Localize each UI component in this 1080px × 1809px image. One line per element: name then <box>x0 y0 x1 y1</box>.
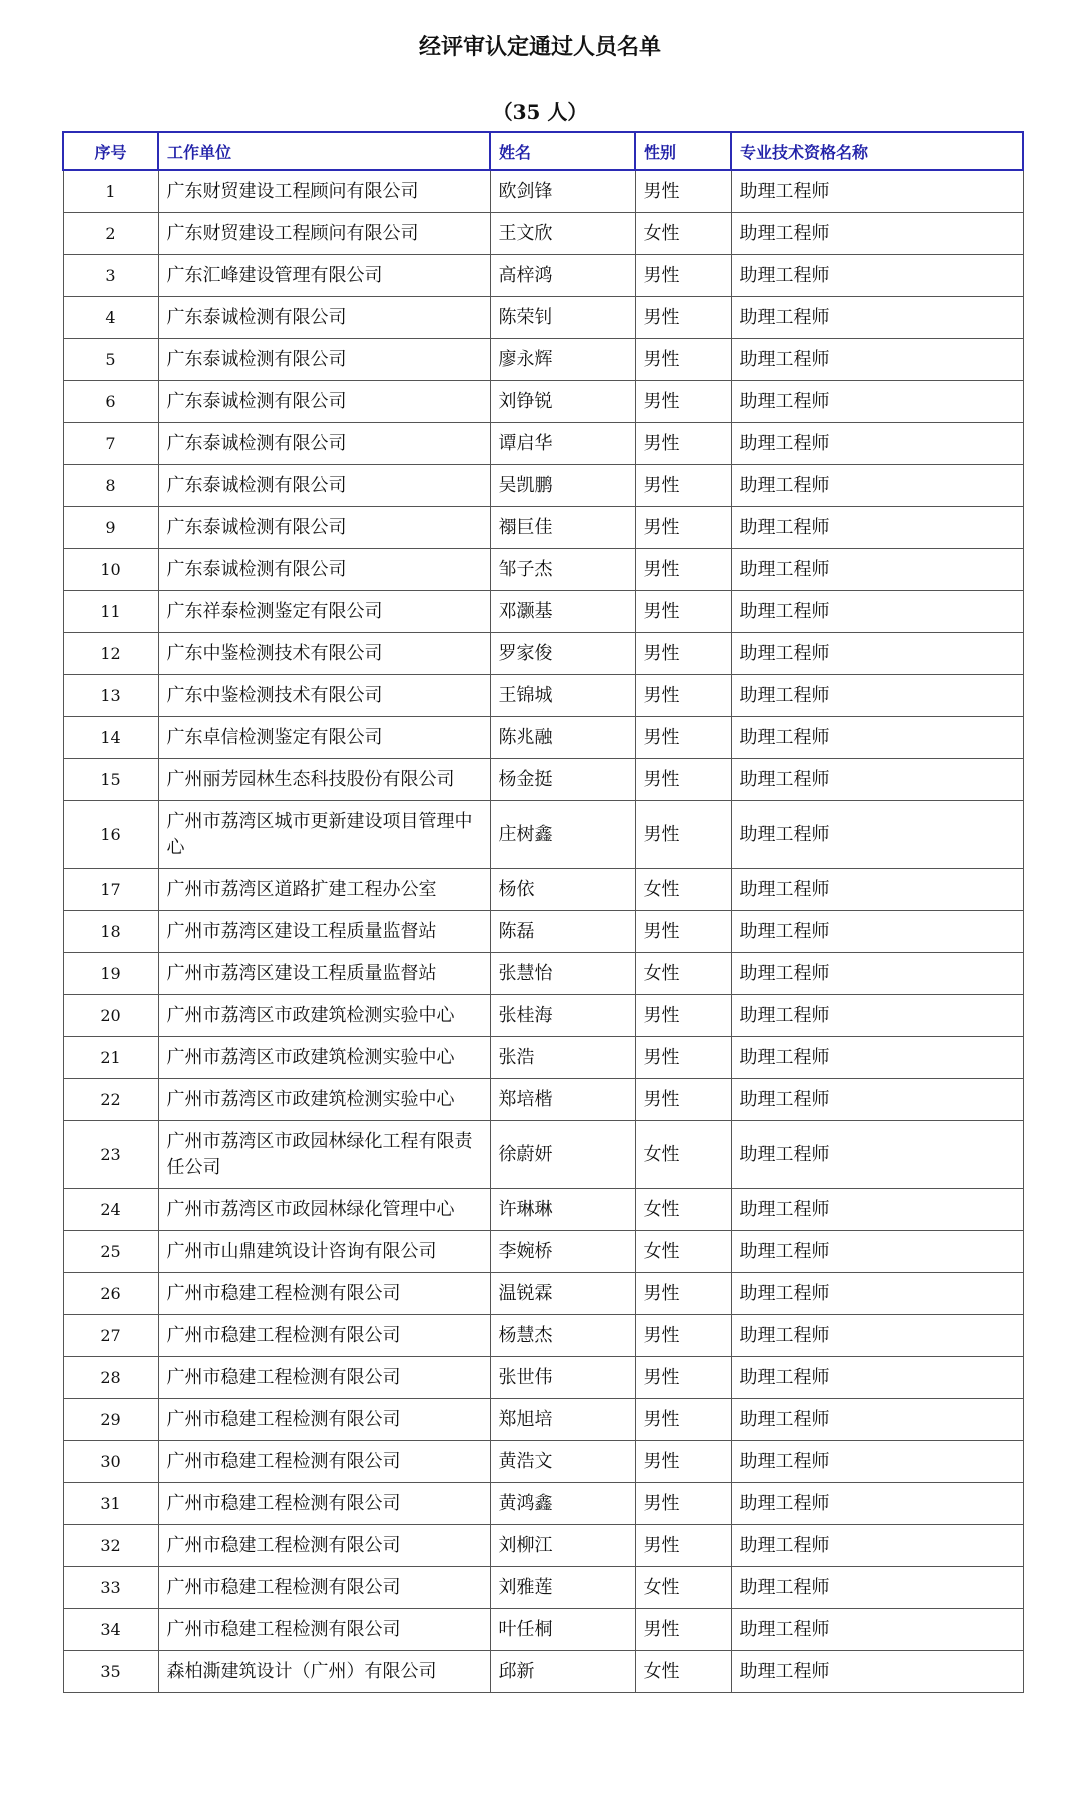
cell-name: 张浩 <box>490 1037 635 1079</box>
cell-gender: 女性 <box>635 869 731 911</box>
cell-gender: 男性 <box>635 1399 731 1441</box>
cell-gender: 女性 <box>635 1651 731 1693</box>
table-header-row <box>63 132 1023 170</box>
cell-no: 20 <box>63 995 158 1037</box>
cell-name: 邹子杰 <box>490 549 635 591</box>
cell-no: 30 <box>63 1441 158 1483</box>
table-row <box>63 1651 1023 1693</box>
cell-unit: 广州市稳建工程检测有限公司 <box>158 1273 490 1315</box>
cell-qualification: 助理工程师 <box>731 995 1023 1037</box>
cell-unit: 广州市荔湾区市政建筑检测实验中心 <box>158 995 490 1037</box>
cell-qualification: 助理工程师 <box>731 801 1023 869</box>
header-no: 序号 <box>63 132 158 170</box>
table-row <box>63 507 1023 549</box>
cell-qualification: 助理工程师 <box>731 1609 1023 1651</box>
table-row <box>63 1189 1023 1231</box>
cell-gender: 男性 <box>635 1357 731 1399</box>
cell-no: 17 <box>63 869 158 911</box>
cell-unit: 广东泰诚检测有限公司 <box>158 507 490 549</box>
cell-name: 欧剑锋 <box>490 170 635 213</box>
cell-name: 张桂海 <box>490 995 635 1037</box>
cell-no: 1 <box>63 170 158 213</box>
cell-name: 郑旭培 <box>490 1399 635 1441</box>
cell-name: 吴凯鹏 <box>490 465 635 507</box>
cell-no: 35 <box>63 1651 158 1693</box>
cell-qualification: 助理工程师 <box>731 1079 1023 1121</box>
cell-unit: 森柏澌建筑设计（广州）有限公司 <box>158 1651 490 1693</box>
cell-unit: 广州市稳建工程检测有限公司 <box>158 1609 490 1651</box>
cell-no: 6 <box>63 381 158 423</box>
cell-no: 22 <box>63 1079 158 1121</box>
cell-unit: 广东中鉴检测技术有限公司 <box>158 633 490 675</box>
table-row <box>63 255 1023 297</box>
cell-gender: 男性 <box>635 549 731 591</box>
table-body <box>63 170 1023 1693</box>
cell-qualification: 助理工程师 <box>731 1357 1023 1399</box>
cell-unit: 广州市稳建工程检测有限公司 <box>158 1567 490 1609</box>
cell-gender: 男性 <box>635 1079 731 1121</box>
cell-qualification: 助理工程师 <box>731 297 1023 339</box>
cell-name: 张慧怡 <box>490 953 635 995</box>
cell-qualification: 助理工程师 <box>731 869 1023 911</box>
cell-name: 禤巨佳 <box>490 507 635 549</box>
cell-unit: 广州市荔湾区市政建筑检测实验中心 <box>158 1037 490 1079</box>
cell-name: 邱新 <box>490 1651 635 1693</box>
cell-unit: 广东泰诚检测有限公司 <box>158 465 490 507</box>
cell-name: 王锦城 <box>490 675 635 717</box>
cell-gender: 男性 <box>635 1609 731 1651</box>
cell-qualification: 助理工程师 <box>731 1273 1023 1315</box>
cell-qualification: 助理工程师 <box>731 213 1023 255</box>
table-row <box>63 1079 1023 1121</box>
cell-gender: 男性 <box>635 717 731 759</box>
cell-gender: 男性 <box>635 381 731 423</box>
cell-qualification: 助理工程师 <box>731 953 1023 995</box>
cell-unit: 广东中鉴检测技术有限公司 <box>158 675 490 717</box>
cell-qualification: 助理工程师 <box>731 591 1023 633</box>
cell-name: 邓灏基 <box>490 591 635 633</box>
cell-name: 谭启华 <box>490 423 635 465</box>
cell-name: 杨慧杰 <box>490 1315 635 1357</box>
cell-unit: 广州市稳建工程检测有限公司 <box>158 1357 490 1399</box>
cell-gender: 男性 <box>635 170 731 213</box>
table-row <box>63 170 1023 213</box>
personnel-table <box>62 131 1024 1693</box>
cell-no: 25 <box>63 1231 158 1273</box>
cell-no: 10 <box>63 549 158 591</box>
table-row <box>63 1037 1023 1079</box>
cell-name: 陈荣钊 <box>490 297 635 339</box>
table-row <box>63 953 1023 995</box>
cell-qualification: 助理工程师 <box>731 1037 1023 1079</box>
table-row <box>63 297 1023 339</box>
cell-no: 5 <box>63 339 158 381</box>
cell-gender: 男性 <box>635 759 731 801</box>
cell-qualification: 助理工程师 <box>731 507 1023 549</box>
table-row <box>63 1609 1023 1651</box>
cell-name: 张世伟 <box>490 1357 635 1399</box>
cell-gender: 男性 <box>635 1525 731 1567</box>
cell-unit: 广州丽芳园林生态科技股份有限公司 <box>158 759 490 801</box>
cell-qualification: 助理工程师 <box>731 255 1023 297</box>
cell-name: 刘柳江 <box>490 1525 635 1567</box>
cell-gender: 男性 <box>635 339 731 381</box>
cell-unit: 广东财贸建设工程顾问有限公司 <box>158 213 490 255</box>
cell-no: 33 <box>63 1567 158 1609</box>
cell-no: 31 <box>63 1483 158 1525</box>
cell-unit: 广东泰诚检测有限公司 <box>158 549 490 591</box>
cell-no: 34 <box>63 1609 158 1651</box>
cell-qualification: 助理工程师 <box>731 1315 1023 1357</box>
table-row <box>63 549 1023 591</box>
cell-qualification: 助理工程师 <box>731 1483 1023 1525</box>
cell-qualification: 助理工程师 <box>731 1651 1023 1693</box>
cell-qualification: 助理工程师 <box>731 1567 1023 1609</box>
cell-name: 黄鸿鑫 <box>490 1483 635 1525</box>
cell-unit: 广东泰诚检测有限公司 <box>158 423 490 465</box>
cell-gender: 女性 <box>635 1231 731 1273</box>
table-row <box>63 1525 1023 1567</box>
cell-qualification: 助理工程师 <box>731 1121 1023 1189</box>
table-row <box>63 1121 1023 1189</box>
table-row <box>63 1231 1023 1273</box>
cell-qualification: 助理工程师 <box>731 717 1023 759</box>
cell-unit: 广州市荔湾区市政建筑检测实验中心 <box>158 1079 490 1121</box>
cell-gender: 女性 <box>635 1567 731 1609</box>
cell-no: 27 <box>63 1315 158 1357</box>
page-title: 经评审认定通过人员名单 <box>418 35 661 60</box>
header-gender: 性别 <box>635 132 731 170</box>
cell-qualification: 助理工程师 <box>731 381 1023 423</box>
cell-name: 叶任桐 <box>490 1609 635 1651</box>
cell-qualification: 助理工程师 <box>731 1399 1023 1441</box>
cell-name: 杨依 <box>490 869 635 911</box>
cell-gender: 男性 <box>635 507 731 549</box>
cell-name: 许琳琳 <box>490 1189 635 1231</box>
cell-name: 罗家俊 <box>490 633 635 675</box>
cell-gender: 女性 <box>635 213 731 255</box>
cell-unit: 广州市稳建工程检测有限公司 <box>158 1441 490 1483</box>
table-row <box>63 465 1023 507</box>
cell-name: 陈磊 <box>490 911 635 953</box>
cell-unit: 广州市荔湾区城市更新建设项目管理中心 <box>158 801 490 869</box>
table-row <box>63 759 1023 801</box>
cell-unit: 广州市荔湾区建设工程质量监督站 <box>158 911 490 953</box>
cell-unit: 广东卓信检测鉴定有限公司 <box>158 717 490 759</box>
cell-unit: 广东泰诚检测有限公司 <box>158 381 490 423</box>
table-row <box>63 339 1023 381</box>
cell-unit: 广州市稳建工程检测有限公司 <box>158 1399 490 1441</box>
cell-no: 12 <box>63 633 158 675</box>
header-name: 姓名 <box>490 132 635 170</box>
cell-gender: 男性 <box>635 255 731 297</box>
cell-unit: 广州市稳建工程检测有限公司 <box>158 1525 490 1567</box>
table-row <box>63 869 1023 911</box>
cell-no: 7 <box>63 423 158 465</box>
cell-no: 4 <box>63 297 158 339</box>
cell-unit: 广州市荔湾区建设工程质量监督站 <box>158 953 490 995</box>
cell-qualification: 助理工程师 <box>731 1189 1023 1231</box>
cell-gender: 男性 <box>635 1483 731 1525</box>
cell-gender: 男性 <box>635 1441 731 1483</box>
table-row <box>63 675 1023 717</box>
cell-no: 13 <box>63 675 158 717</box>
cell-qualification: 助理工程师 <box>731 1525 1023 1567</box>
table-row <box>63 591 1023 633</box>
cell-no: 23 <box>63 1121 158 1189</box>
cell-gender: 女性 <box>635 1121 731 1189</box>
table-row <box>63 911 1023 953</box>
table-row <box>63 717 1023 759</box>
cell-no: 28 <box>63 1357 158 1399</box>
cell-no: 19 <box>63 953 158 995</box>
cell-gender: 男性 <box>635 297 731 339</box>
cell-unit: 广东泰诚检测有限公司 <box>158 339 490 381</box>
cell-no: 26 <box>63 1273 158 1315</box>
cell-no: 11 <box>63 591 158 633</box>
cell-no: 8 <box>63 465 158 507</box>
cell-name: 刘雅莲 <box>490 1567 635 1609</box>
cell-qualification: 助理工程师 <box>731 465 1023 507</box>
page-subtitle: （35 人） <box>492 100 588 124</box>
header-unit: 工作单位 <box>158 132 490 170</box>
cell-gender: 男性 <box>635 995 731 1037</box>
cell-name: 高梓鸿 <box>490 255 635 297</box>
cell-name: 李婉桥 <box>490 1231 635 1273</box>
cell-qualification: 助理工程师 <box>731 170 1023 213</box>
cell-unit: 广东财贸建设工程顾问有限公司 <box>158 170 490 213</box>
cell-gender: 男性 <box>635 465 731 507</box>
cell-name: 庄树鑫 <box>490 801 635 869</box>
cell-gender: 女性 <box>635 953 731 995</box>
table-row <box>63 1441 1023 1483</box>
cell-unit: 广州市荔湾区市政园林绿化工程有限责任公司 <box>158 1121 490 1189</box>
table-row <box>63 213 1023 255</box>
cell-name: 黄浩文 <box>490 1441 635 1483</box>
table-row <box>63 633 1023 675</box>
table-row <box>63 995 1023 1037</box>
cell-gender: 男性 <box>635 423 731 465</box>
cell-qualification: 助理工程师 <box>731 339 1023 381</box>
cell-no: 14 <box>63 717 158 759</box>
cell-name: 徐蔚妍 <box>490 1121 635 1189</box>
cell-gender: 男性 <box>635 1315 731 1357</box>
header-qualification: 专业技术资格名称 <box>731 132 1023 170</box>
cell-qualification: 助理工程师 <box>731 675 1023 717</box>
cell-gender: 男性 <box>635 1273 731 1315</box>
cell-gender: 男性 <box>635 633 731 675</box>
cell-unit: 广州市山鼎建筑设计咨询有限公司 <box>158 1231 490 1273</box>
cell-unit: 广州市稳建工程检测有限公司 <box>158 1483 490 1525</box>
cell-name: 廖永辉 <box>490 339 635 381</box>
cell-qualification: 助理工程师 <box>731 423 1023 465</box>
table-row <box>63 1273 1023 1315</box>
cell-unit: 广东汇峰建设管理有限公司 <box>158 255 490 297</box>
cell-gender: 男性 <box>635 801 731 869</box>
table-row <box>63 1357 1023 1399</box>
cell-name: 王文欣 <box>490 213 635 255</box>
cell-no: 16 <box>63 801 158 869</box>
cell-unit: 广州市荔湾区市政园林绿化管理中心 <box>158 1189 490 1231</box>
cell-unit: 广州市荔湾区道路扩建工程办公室 <box>158 869 490 911</box>
cell-qualification: 助理工程师 <box>731 911 1023 953</box>
table-row <box>63 381 1023 423</box>
cell-name: 杨金挺 <box>490 759 635 801</box>
cell-no: 2 <box>63 213 158 255</box>
cell-qualification: 助理工程师 <box>731 633 1023 675</box>
table-row <box>63 801 1023 869</box>
cell-unit: 广东祥泰检测鉴定有限公司 <box>158 591 490 633</box>
cell-gender: 男性 <box>635 675 731 717</box>
cell-no: 29 <box>63 1399 158 1441</box>
cell-no: 18 <box>63 911 158 953</box>
cell-gender: 男性 <box>635 911 731 953</box>
cell-qualification: 助理工程师 <box>731 759 1023 801</box>
cell-no: 24 <box>63 1189 158 1231</box>
table-row <box>63 1399 1023 1441</box>
cell-name: 温锐霖 <box>490 1273 635 1315</box>
table-row <box>63 423 1023 465</box>
cell-no: 15 <box>63 759 158 801</box>
cell-name: 陈兆融 <box>490 717 635 759</box>
cell-qualification: 助理工程师 <box>731 1441 1023 1483</box>
cell-unit: 广东泰诚检测有限公司 <box>158 297 490 339</box>
table-row <box>63 1483 1023 1525</box>
cell-gender: 男性 <box>635 1037 731 1079</box>
cell-gender: 女性 <box>635 1189 731 1231</box>
cell-no: 9 <box>63 507 158 549</box>
cell-name: 郑培楷 <box>490 1079 635 1121</box>
cell-name: 刘铮锐 <box>490 381 635 423</box>
cell-unit: 广州市稳建工程检测有限公司 <box>158 1315 490 1357</box>
cell-no: 32 <box>63 1525 158 1567</box>
table-row <box>63 1315 1023 1357</box>
cell-qualification: 助理工程师 <box>731 1231 1023 1273</box>
cell-qualification: 助理工程师 <box>731 549 1023 591</box>
cell-no: 3 <box>63 255 158 297</box>
cell-gender: 男性 <box>635 591 731 633</box>
table-row <box>63 1567 1023 1609</box>
cell-no: 21 <box>63 1037 158 1079</box>
